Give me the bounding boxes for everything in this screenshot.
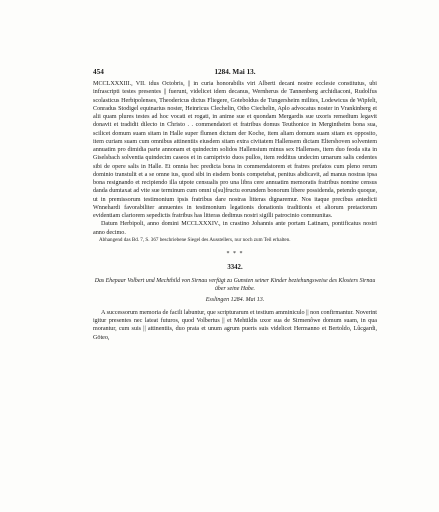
charter-text-3342: A successorum memoria de facili labuntur, que scripturarum et testium amminiculo || non confirmantur. Noverint igitur presentes nec lateat futuros, quod Volbertus || et Mehtildis uxor sua de Sirmenôwe domum suam, in qua morantur, cum suis || attinentiis, duo prata et unum agrum pueris suis videlicet Hermanno et Bertoldo, Lûcgardi, Göteo, (93, 309, 377, 341)
regest-summary: Das Ehepaar Volbert und Mechthild von Sirnau verfügt zu Gunsten seiner Kinder beziehungsweise des Klosters Sirnau über seine Habe. (94, 277, 376, 292)
charter-text: MCCLXXXIII., VII. idus Octobris, || in curia honorabilis viri Alberti decani nostre ecclesie constitutus, ubi infrascripti testes presentes || fuerunt, videlicet idem decanus, Wernherus de Tannenberg archidiaconi, Rudolfus scolasticus Herbipolenses, Theodericus dictus Fliegere, Goteboldus de Tungersheim milites, Lodewicus de Wipfelt, Conradus Stodigel equinarius noster, Heinricus Clechelin, Otho Ciechelin, Aplo advocatus noster in Vrankinberg et alii quam plures testes ad hoc vocati et rogati, in anime sue et quondam Mergardis sue uxoris remedium legavit donavit et tradidit dilecto in Christo . . commendatori et fratribus domus Teuthonice in Mergintheim bona sua, scilicet domum suam sitam in Halle super flumen dictum der Koche, item aliam domum suam sitam ex opposito, item curiam suam cum omnibus attinentiis eiusdem sitam extra civitatem Hallensem dictam Eltershoven solventem annuatim pro dimidia parte annonam et quindecim solidos Hallensium minus sex Hallenses, item duo feoda sita in Giselsbach solventia quindecim caseos et in carniprivio duos pullos, item redditus undecim urnarum salis cedentes sibi de opere salis in Halle. Et omnia hec predicta bona in commendatorem et fratres prefatos cum pleno rerum dominio transtulit et a se omne ius, quod sibi in eisdem bonis competebat, penitus abdicavit, ad manus nostras ipsa bona resignando et recipiendo illa utpote censualis pro una libra cere annuatim memoratis fratribus nomine census danda dumtaxat ad vite sue terminum cum omni u[su]fructu eorundem bonorum libere possidenda, petendo quoque, ut in premissorum testimonium ipsis fratribus dare nostras litteras dignaremur. Nos itaque precibus antedicti Wnnehardi favorabiliter annuentes in testimonium legationis donationis traditionis et aliorum pretactorum evidentiam clariorem sepedictis fratribus has litteras dedimus nostri sigilli patrocinio communitas. (93, 81, 377, 219)
running-title: 1284. Mai 13. (214, 68, 256, 76)
document-page (93, 68, 377, 342)
section-separator: * * * (226, 250, 244, 257)
page-number: 454 (93, 68, 104, 76)
page-header (93, 68, 377, 80)
seal-note: Abhangend das Bd. 7, S. 367 beschriebene Siegel des Ausstellers, nur noch zum Teil erhalten. (99, 236, 291, 243)
document-number: 3342. (227, 263, 243, 271)
place-date: Esslingen 1284. Mai 13. (205, 296, 265, 303)
charter-dating: Datum Herbipoli, anno domini MCCLXXXIV., in crastino Johannis ante portam Latinam, pontificatus nostri anno decimo. (93, 221, 377, 236)
